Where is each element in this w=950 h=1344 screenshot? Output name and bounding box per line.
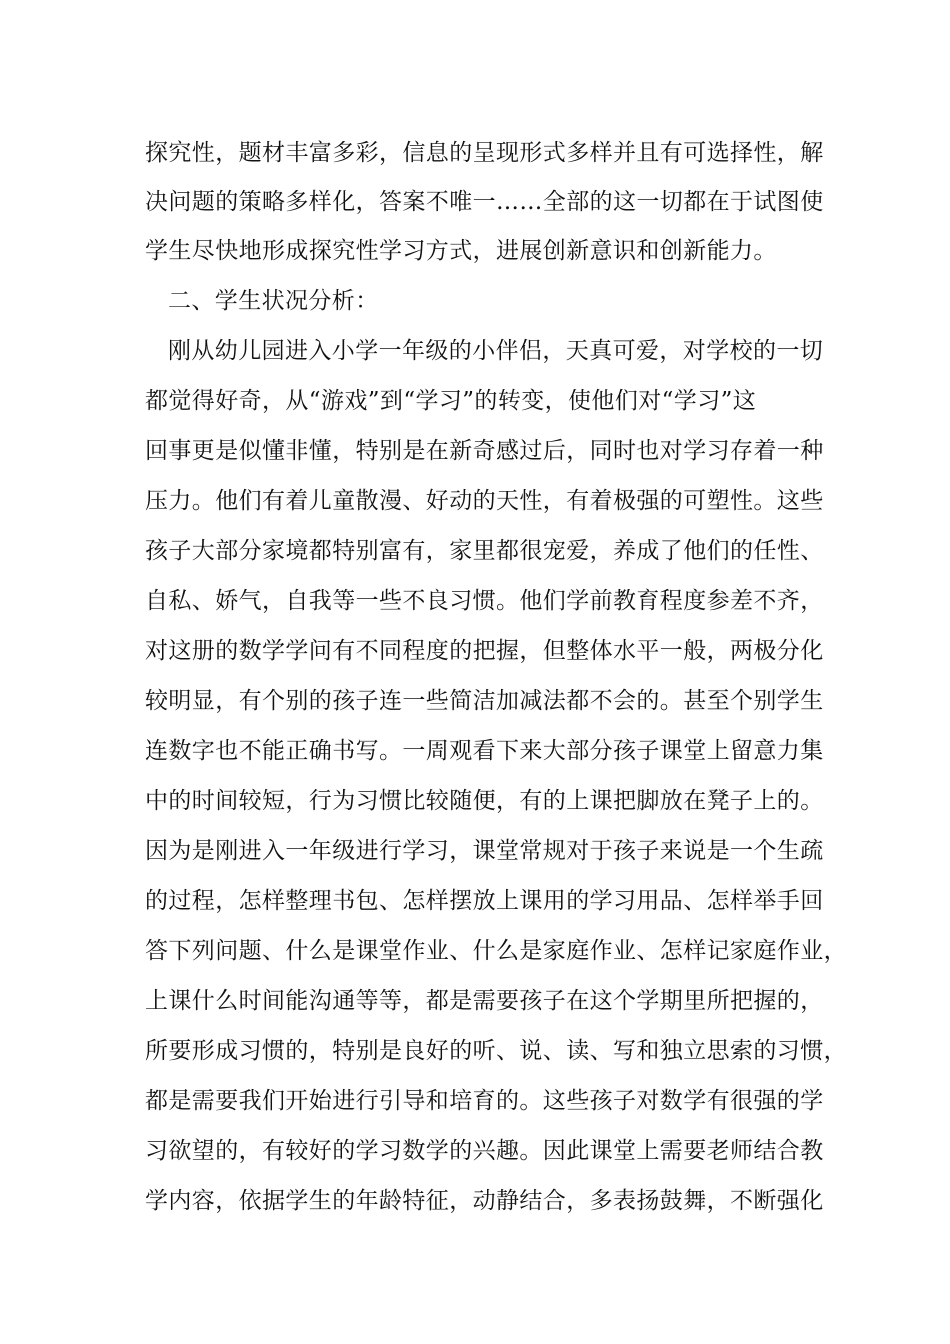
text-line: 答下列问题、什么是课堂作业、什么是家庭作业、怎样记家庭作业， — [145, 938, 847, 964]
text-line: 中的时间较短，行为习惯比较随便，有的上课把脚放在凳子上的。 — [145, 788, 824, 814]
text-line: 的过程，怎样整理书包、怎样摆放上课用的学习用品、怎样举手回 — [145, 888, 824, 914]
text-line: 都是需要我们开始进行引导和培育的。这些孩子对数学有很强的学 — [145, 1088, 824, 1114]
text-line: 所要形成习惯的，特别是良好的听、说、读、写和独立思索的习惯， — [145, 1038, 847, 1064]
text-line: 较明显，有个别的孩子连一些简洁加减法都不会的。甚至个别学生 — [145, 688, 824, 714]
section-heading: 二、学生状况分析： — [168, 288, 379, 314]
text-line: 决问题的策略多样化，答案不唯一……全部的这一切都在于试图使 — [145, 189, 824, 215]
text-line: 孩子大部分家境都特别富有，家里都很宠爱，养成了他们的任性、 — [145, 538, 824, 564]
text-line: 上课什么时间能沟通等等，都是需要孩子在这个学期里所把握的， — [145, 988, 824, 1014]
text-line: 都觉得好奇，从“游戏”到“学习”的转变，使他们对“学习”这 — [145, 388, 757, 414]
text-line: 学内容，依据学生的年龄特征，动静结合，多表扬鼓舞，不断强化 — [145, 1188, 824, 1214]
text-line: 压力。他们有着儿童散漫、好动的天性，有着极强的可塑性。这些 — [145, 488, 824, 514]
text-line: 因为是刚进入一年级进行学习，课堂常规对于孩子来说是一个生疏 — [145, 838, 824, 864]
text-line: 习欲望的，有较好的学习数学的兴趣。因此课堂上需要老师结合教 — [145, 1138, 824, 1164]
text-line: 刚从幼儿园进入小学一年级的小伴侣，天真可爱，对学校的一切 — [168, 338, 824, 364]
text-line: 学生尽快地形成探究性学习方式，进展创新意识和创新能力。 — [145, 238, 777, 264]
text-line: 对这册的数学学问有不同程度的把握，但整体水平一般，两极分化 — [145, 638, 824, 664]
text-line: 回事更是似懂非懂，特别是在新奇感过后，同时也对学习存着一种 — [145, 438, 824, 464]
text-line: 探究性，题材丰富多彩，信息的呈现形式多样并且有可选择性，解 — [145, 140, 824, 166]
text-line: 连数字也不能正确书写。一周观看下来大部分孩子课堂上留意力集 — [145, 738, 824, 764]
text-line: 自私、娇气，自我等一些不良习惯。他们学前教育程度参差不齐， — [145, 588, 824, 614]
